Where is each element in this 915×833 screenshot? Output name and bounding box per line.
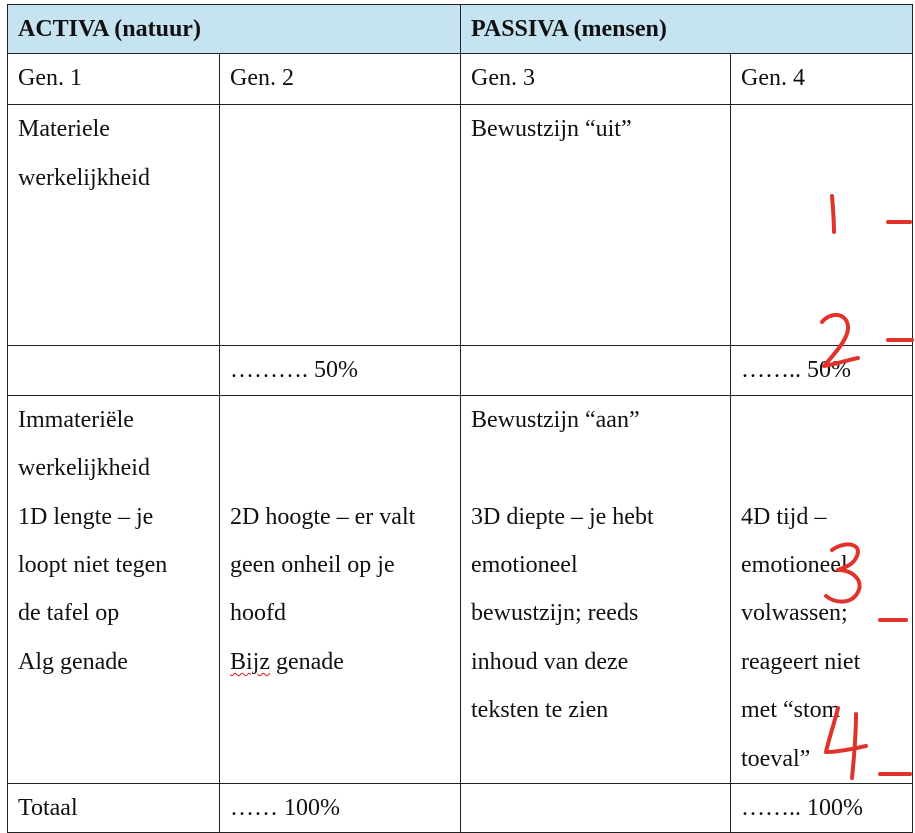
material-gen1-line: Materiele: [18, 116, 110, 143]
immaterial-gen3-line: inhoud van deze: [471, 648, 629, 675]
immaterial-gen4-line: reageert niet: [741, 648, 861, 675]
immaterial-gen3-line: bewustzijn; reeds: [471, 600, 639, 627]
gen-1-label: Gen. 1: [8, 54, 220, 105]
immaterial-gen2-line: 2D hoogte – er valt: [230, 503, 416, 530]
material-pct-gen4-cell: …….. 50%: [731, 346, 913, 395]
generations-table: [7, 4, 913, 833]
immaterial-gen4-line: volwassen;: [741, 600, 848, 627]
immaterial-gen1-line: de tafel op: [18, 600, 120, 627]
total-gen3-cell: [461, 784, 731, 833]
header-activa: ACTIVA (natuur): [8, 5, 461, 54]
material-pct-gen3-cell: [461, 346, 731, 395]
immaterial-gen1-line: loopt niet tegen: [18, 552, 168, 579]
spacer-line: [741, 396, 902, 444]
immaterial-gen2-last-rest: genade: [270, 648, 344, 675]
immaterial-gen3-line: 3D diepte – je hebt: [471, 503, 654, 530]
spacer-line: [471, 444, 720, 492]
immaterial-gen3-cell: [461, 395, 731, 783]
material-gen3-cell: Bewustzijn “uit”: [461, 105, 731, 346]
immaterial-gen1-line: 1D lengte – je: [18, 503, 154, 530]
immaterial-gen3-line: teksten te zien: [471, 697, 609, 724]
immaterial-gen1-cell: [8, 395, 220, 783]
gen-4-label: Gen. 4: [731, 54, 913, 105]
immaterial-gen4-line: 4D tijd –: [741, 503, 827, 530]
material-gen2-cell: [220, 105, 461, 346]
header-passiva: PASSIVA (mensen): [461, 5, 913, 54]
spacer-line: [741, 444, 902, 492]
immaterial-gen4-line: met “stom: [741, 697, 841, 724]
spacer-line: [230, 444, 450, 492]
spacer-line: [230, 396, 450, 444]
immaterial-gen4-line: emotioneel: [741, 552, 848, 579]
spellcheck-word: Bijz: [230, 648, 270, 675]
total-gen4-cell: …….. 100%: [731, 784, 913, 833]
immaterial-row: [8, 395, 913, 783]
material-row: [8, 105, 913, 346]
gen-3-label: Gen. 3: [461, 54, 731, 105]
gen-2-label: Gen. 2: [220, 54, 461, 105]
material-pct-gen1-cell: [8, 346, 220, 395]
material-pct-gen2-cell: ………. 50%: [220, 346, 461, 395]
header-row: [8, 5, 913, 54]
total-gen2-cell: …… 100%: [220, 784, 461, 833]
material-gen4-cell: [731, 105, 913, 346]
material-gen1-cell: [8, 105, 220, 346]
immaterial-gen2-last-line: [230, 638, 450, 686]
immaterial-gen4-cell: [731, 395, 913, 783]
immaterial-gen4-line: toeval”: [741, 745, 811, 772]
generation-row: [8, 54, 913, 105]
immaterial-gen2-line: geen onheil op je: [230, 552, 395, 579]
immaterial-gen3-first-line: Bewustzijn “aan”: [471, 406, 640, 433]
immaterial-gen1-line: Immateriële: [18, 406, 134, 433]
immaterial-gen2-line: hoofd: [230, 600, 286, 627]
immaterial-gen2-cell: [220, 395, 461, 783]
immaterial-gen3-line: emotioneel: [471, 552, 578, 579]
immaterial-gen1-line: werkelijkheid: [18, 455, 150, 482]
immaterial-gen1-line: Alg genade: [18, 648, 128, 675]
material-gen1-line: werkelijkheid: [18, 164, 150, 191]
total-row: [8, 784, 913, 833]
total-label: Totaal: [8, 784, 220, 833]
material-percent-row: [8, 346, 913, 395]
